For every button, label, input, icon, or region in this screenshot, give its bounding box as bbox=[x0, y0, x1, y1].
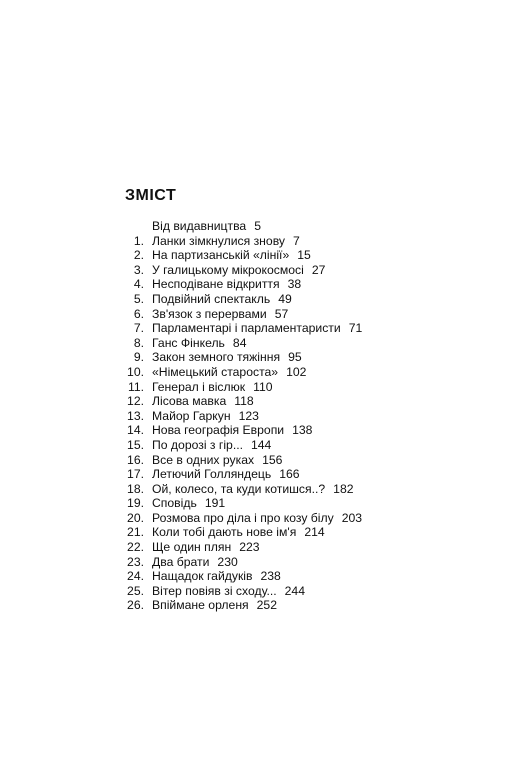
toc-item bbox=[0, 482, 529, 497]
toc-entry-number: 15. bbox=[127, 437, 144, 452]
toc-entry-page: 191 bbox=[204, 496, 226, 511]
toc-entry-text bbox=[152, 365, 306, 380]
toc-entry-number: 18. bbox=[127, 481, 144, 496]
toc-item bbox=[0, 555, 529, 570]
toc-entry-title: Нова географія Европи bbox=[152, 423, 285, 438]
toc-entry-number: 19. bbox=[127, 496, 144, 511]
toc-entry-page: 27 bbox=[311, 262, 326, 277]
toc-item bbox=[0, 277, 529, 292]
toc-entry-number: 9. bbox=[133, 350, 144, 365]
toc-entry-page: 238 bbox=[260, 569, 281, 584]
toc-entry-page: 244 bbox=[284, 583, 305, 598]
toc-item bbox=[0, 248, 529, 263]
toc-entry-page: 144 bbox=[250, 437, 272, 452]
toc-entry-title: Ланки зімкнулися знову bbox=[152, 233, 285, 248]
toc-entry-title: Летючий Голляндець bbox=[152, 467, 272, 482]
toc-entry-text bbox=[152, 219, 261, 234]
toc-item bbox=[0, 453, 529, 468]
table-of-contents bbox=[0, 219, 529, 613]
toc-entry-title: Ой, колесо, та куди котишся..? bbox=[152, 481, 326, 496]
toc-entry-title: Зв'язок з перервами bbox=[152, 306, 267, 321]
toc-entry-page: 49 bbox=[278, 291, 292, 306]
toc-entry-title: Несподіване відкриття bbox=[152, 277, 280, 292]
toc-entry-title: Вітер повіяв зі сходу... bbox=[152, 583, 277, 598]
toc-entry-page: 230 bbox=[217, 554, 238, 569]
toc-entry-page: 166 bbox=[279, 467, 300, 482]
page-title: ЗМІСТ bbox=[125, 187, 177, 204]
toc-entry-number: 21. bbox=[127, 525, 144, 540]
toc-entry-title: Закон земного тяжіння bbox=[152, 350, 281, 365]
toc-entry-page: 252 bbox=[256, 598, 277, 613]
toc-entry-title: Лісова мавка bbox=[152, 394, 227, 409]
toc-entry-text bbox=[152, 453, 282, 468]
toc-entry-text bbox=[152, 423, 312, 438]
toc-entry-number: 8. bbox=[133, 335, 144, 350]
toc-item bbox=[0, 336, 529, 351]
toc-entry-page: 102 bbox=[286, 364, 307, 379]
toc-entry-title: Два брати bbox=[152, 554, 210, 569]
toc-intro-item bbox=[0, 219, 529, 234]
toc-entry-page: 138 bbox=[292, 423, 313, 438]
toc-item bbox=[0, 394, 529, 409]
toc-entry-text bbox=[152, 598, 277, 613]
toc-entry-text bbox=[152, 438, 271, 453]
toc-entry-number: 7. bbox=[133, 321, 144, 336]
toc-entry-title: У галицькому мікрокосмосі bbox=[152, 262, 304, 277]
toc-entry-title: Генерал і віслюк bbox=[152, 379, 246, 394]
toc-entry-title: Все в одних руках bbox=[152, 452, 255, 467]
toc-entry-text bbox=[152, 234, 300, 249]
toc-entry-number: 26. bbox=[127, 598, 144, 613]
toc-entry-page: 95 bbox=[288, 350, 302, 365]
toc-entry-title: «Німецький староста» bbox=[152, 364, 279, 379]
toc-entry-text bbox=[152, 584, 305, 599]
toc-item bbox=[0, 350, 529, 365]
toc-entry-number: 4. bbox=[133, 277, 144, 292]
toc-item bbox=[0, 292, 529, 307]
toc-entry-text bbox=[152, 482, 354, 497]
toc-entry-number: 14. bbox=[127, 423, 144, 438]
toc-entry-page: 71 bbox=[348, 321, 363, 336]
toc-entry-text bbox=[152, 394, 254, 409]
toc-entry-number: 16. bbox=[127, 452, 144, 467]
toc-entry-number: 2. bbox=[133, 248, 144, 263]
toc-entry-title: Впіймане орленя bbox=[152, 598, 249, 613]
toc-entry-page: 182 bbox=[333, 481, 354, 496]
toc-entry-page: 118 bbox=[234, 394, 254, 409]
toc-item bbox=[0, 234, 529, 249]
toc-entry-number: 22. bbox=[127, 540, 144, 555]
toc-entry-text bbox=[152, 555, 238, 570]
toc-item bbox=[0, 438, 529, 453]
toc-entry-page: 110 bbox=[253, 379, 273, 394]
toc-entry-text bbox=[152, 321, 362, 336]
toc-entry-number: 6. bbox=[133, 306, 144, 321]
toc-entry-page: 223 bbox=[239, 540, 260, 555]
toc-item bbox=[0, 307, 529, 322]
toc-entry-number: 17. bbox=[127, 467, 144, 482]
toc-entry-page: 214 bbox=[304, 525, 325, 540]
toc-item bbox=[0, 584, 529, 599]
toc-entry-title: Ганс Фінкель bbox=[152, 335, 225, 350]
toc-entry-page: 38 bbox=[287, 277, 302, 292]
toc-entry-text bbox=[152, 467, 300, 482]
toc-item bbox=[0, 380, 529, 395]
toc-entry-title: Нащадок гайдуків bbox=[152, 569, 253, 584]
toc-item bbox=[0, 321, 529, 336]
toc-entry-text bbox=[152, 336, 246, 351]
toc-entry-title: Подвійний спектакль bbox=[152, 291, 271, 306]
toc-entry-number: 3. bbox=[133, 262, 144, 277]
toc-entry-text bbox=[152, 409, 259, 424]
toc-entry-title: Коли тобі дають нове ім'я bbox=[152, 525, 297, 540]
toc-entry-page: 7 bbox=[293, 233, 300, 248]
toc-item bbox=[0, 598, 529, 613]
toc-entry-number: 5. bbox=[133, 291, 144, 306]
toc-entry-text bbox=[152, 307, 288, 322]
toc-item bbox=[0, 467, 529, 482]
toc-entry-page: 15 bbox=[297, 248, 311, 263]
toc-entry-text bbox=[152, 540, 260, 555]
toc-item bbox=[0, 496, 529, 511]
toc-item bbox=[0, 525, 529, 540]
toc-entry-number: 11. bbox=[127, 379, 144, 394]
toc-entry-title: По дорозі з гір... bbox=[152, 437, 243, 452]
toc-entry-text bbox=[152, 277, 301, 292]
toc-item bbox=[0, 263, 529, 278]
toc-entry-page: 84 bbox=[232, 335, 247, 350]
toc-item bbox=[0, 409, 529, 424]
toc-entry-text bbox=[152, 292, 292, 307]
toc-item bbox=[0, 511, 529, 526]
toc-entry-title: Парламентарі і парламентаристи bbox=[152, 321, 341, 336]
toc-item bbox=[0, 365, 529, 380]
toc-entry-title: Від видавництва bbox=[152, 219, 247, 233]
toc-entry-page: 156 bbox=[262, 452, 283, 467]
toc-entry-number: 13. bbox=[127, 408, 144, 423]
toc-entry-number: 1. bbox=[133, 233, 144, 248]
toc-item bbox=[0, 423, 529, 438]
toc-entry-number: 24. bbox=[127, 569, 144, 584]
toc-entry-number: 12. bbox=[127, 394, 144, 409]
toc-entry-number: 20. bbox=[127, 510, 144, 525]
toc-entry-text bbox=[152, 496, 225, 511]
toc-entry-number: 23. bbox=[127, 554, 144, 569]
toc-entry-text bbox=[152, 569, 281, 584]
toc-entry-title: На партизанській «лінії» bbox=[152, 248, 290, 263]
toc-entry-title: Майор Гаркун bbox=[152, 408, 231, 423]
toc-entry-text bbox=[152, 263, 325, 278]
toc-entry-page: 5 bbox=[254, 219, 261, 233]
toc-entry-number: 10. bbox=[127, 364, 144, 379]
toc-item bbox=[0, 540, 529, 555]
toc-entry-page: 123 bbox=[238, 408, 259, 423]
toc-entry-title: Сповідь bbox=[152, 496, 197, 511]
toc-entry-page: 57 bbox=[274, 306, 289, 321]
toc-entry-title: Розмова про діла і про козу білу bbox=[152, 510, 334, 525]
toc-entry-text bbox=[152, 248, 311, 263]
toc-entry-text bbox=[152, 350, 302, 365]
toc-entry-number: 25. bbox=[127, 583, 144, 598]
toc-entry-text bbox=[152, 511, 362, 526]
toc-item bbox=[0, 569, 529, 584]
toc-entry-title: Ще один плян bbox=[152, 540, 232, 555]
toc-entry-text bbox=[152, 525, 325, 540]
toc-entry-page: 203 bbox=[341, 510, 363, 525]
toc-entry-text bbox=[152, 380, 273, 395]
